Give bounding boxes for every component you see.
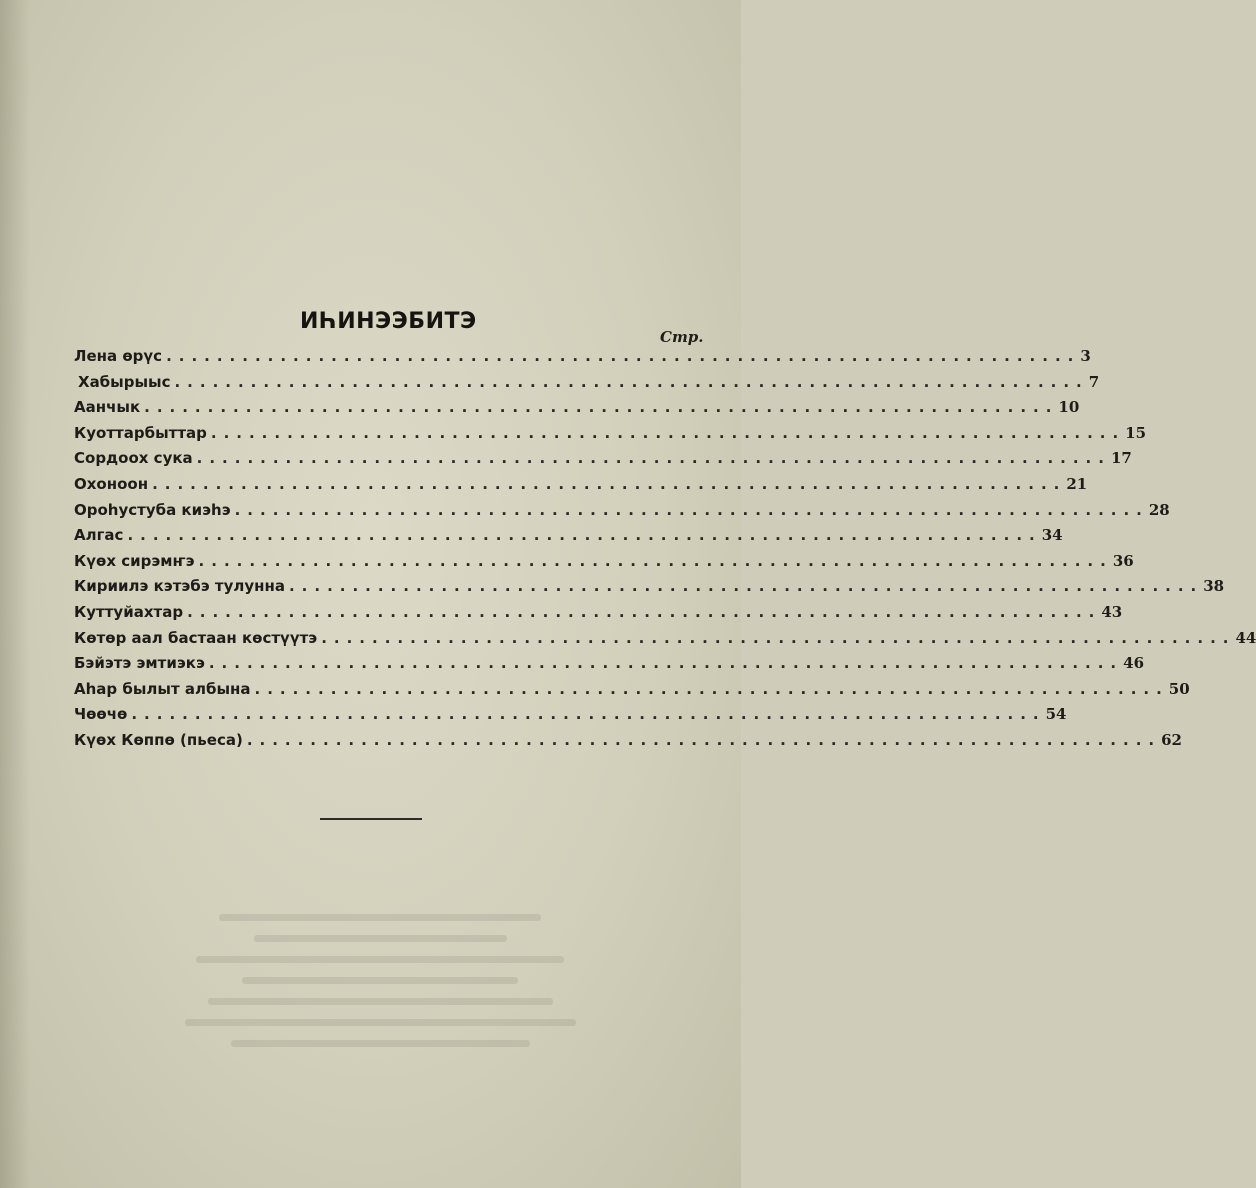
toc-entry-title: Куоттарбыттар [74, 423, 207, 442]
toc-entry-page: 21 [1066, 474, 1088, 493]
toc-entry-page: 10 [1058, 398, 1080, 417]
toc-entry-page: 62 [1161, 730, 1182, 749]
toc-entry[interactable] [74, 344, 1091, 370]
toc-entry-title: Бэйэтэ эмтиэкэ [74, 654, 205, 673]
toc-entry-page: 17 [1110, 449, 1132, 468]
toc-leader-dots: ........................................................................ [144, 398, 1059, 417]
toc-leader-dots: ........................................................................ [234, 500, 1149, 519]
toc-entry-page: 44 [1235, 628, 1256, 647]
toc-entry-page: 38 [1203, 577, 1225, 596]
toc-entry-title: Аанчык [74, 398, 141, 417]
toc-entry-title: Чөөчө [74, 705, 128, 724]
toc-entry-page: 34 [1041, 526, 1063, 545]
toc-entry[interactable] [74, 395, 1080, 421]
toc-entry-page: 54 [1045, 705, 1067, 724]
page-column-label: Стр. [660, 328, 704, 346]
toc-entry-page: 28 [1148, 500, 1170, 519]
toc-leader-dots: ........................................................................ [187, 602, 1102, 621]
toc-entry-page: 36 [1112, 551, 1134, 570]
toc-entry[interactable] [74, 549, 1134, 575]
toc-leader-dots: ........................................................................ [210, 423, 1126, 442]
toc-leader-dots: ........................................................................ [198, 551, 1113, 570]
toc-leader-dots: ........................................................................ [166, 347, 1081, 365]
toc-leader-dots: ........................................................................ [254, 679, 1169, 698]
show-through-imprint [150, 900, 610, 1160]
toc-entry-title: Лена өрүс [74, 347, 163, 365]
toc-leader-dots: ........................................................................ [152, 474, 1067, 493]
toc-entry-page: 3 [1080, 347, 1091, 365]
table-of-contents [74, 344, 1256, 754]
toc-entry-title: Ороһустуба киэһэ [74, 500, 231, 519]
toc-entry-title: Алгас [74, 526, 124, 545]
toc-entry-title: Хабырыыс [78, 372, 171, 391]
section-divider [320, 818, 422, 820]
toc-entry[interactable] [74, 574, 1225, 600]
toc-entry-page: 50 [1168, 679, 1190, 698]
toc-leader-dots: ........................................................................ [208, 654, 1124, 673]
toc-entry-title: Куттуйахтар [74, 602, 184, 621]
toc-entry-title: Аһар былыт албына [74, 679, 251, 698]
toc-entry[interactable] [74, 421, 1147, 447]
toc-leader-dots: ........................................................................ [127, 526, 1042, 545]
toc-leader-dots: ........................................................................ [131, 705, 1046, 724]
toc-title: ИҺИНЭЭБИТЭ [300, 309, 477, 334]
page-edge-shadow [0, 0, 30, 1188]
toc-entry-page: 7 [1088, 372, 1100, 391]
toc-leader-dots: ........................................................................ [321, 628, 1236, 647]
toc-entry-page: 43 [1101, 602, 1123, 621]
toc-entry-title: Көтөр аал бастаан көстүүтэ [74, 628, 318, 647]
toc-leader-dots: ........................................................................ [288, 577, 1204, 596]
toc-leader-dots: ........................................................................ [174, 372, 1089, 391]
toc-entry[interactable] [74, 677, 1190, 703]
toc-entry-title: Күөх сирэмҥэ [74, 551, 195, 570]
toc-entry[interactable] [74, 446, 1132, 472]
toc-entry[interactable] [74, 472, 1088, 498]
toc-entry[interactable] [74, 626, 1256, 652]
toc-entry[interactable] [74, 728, 1182, 754]
toc-entry-title: Күөх Көппө (пьеса) [74, 730, 243, 749]
toc-entry[interactable] [74, 600, 1123, 626]
toc-entry-title: Сордоох сука [74, 449, 193, 468]
toc-entry[interactable] [74, 370, 1100, 396]
toc-leader-dots: ........................................................................ [196, 449, 1111, 468]
toc-entry[interactable] [74, 523, 1063, 549]
toc-entry[interactable] [74, 498, 1170, 524]
toc-entry-title: Кириилэ кэтэбэ тулунна [74, 577, 285, 596]
toc-entry-page: 15 [1125, 423, 1147, 442]
toc-leader-dots: ........................................................................ [246, 730, 1162, 749]
toc-entry-page: 46 [1123, 654, 1145, 673]
toc-entry[interactable] [74, 651, 1145, 677]
toc-entry[interactable] [74, 702, 1067, 728]
toc-entry-title: Охоноон [74, 474, 149, 493]
